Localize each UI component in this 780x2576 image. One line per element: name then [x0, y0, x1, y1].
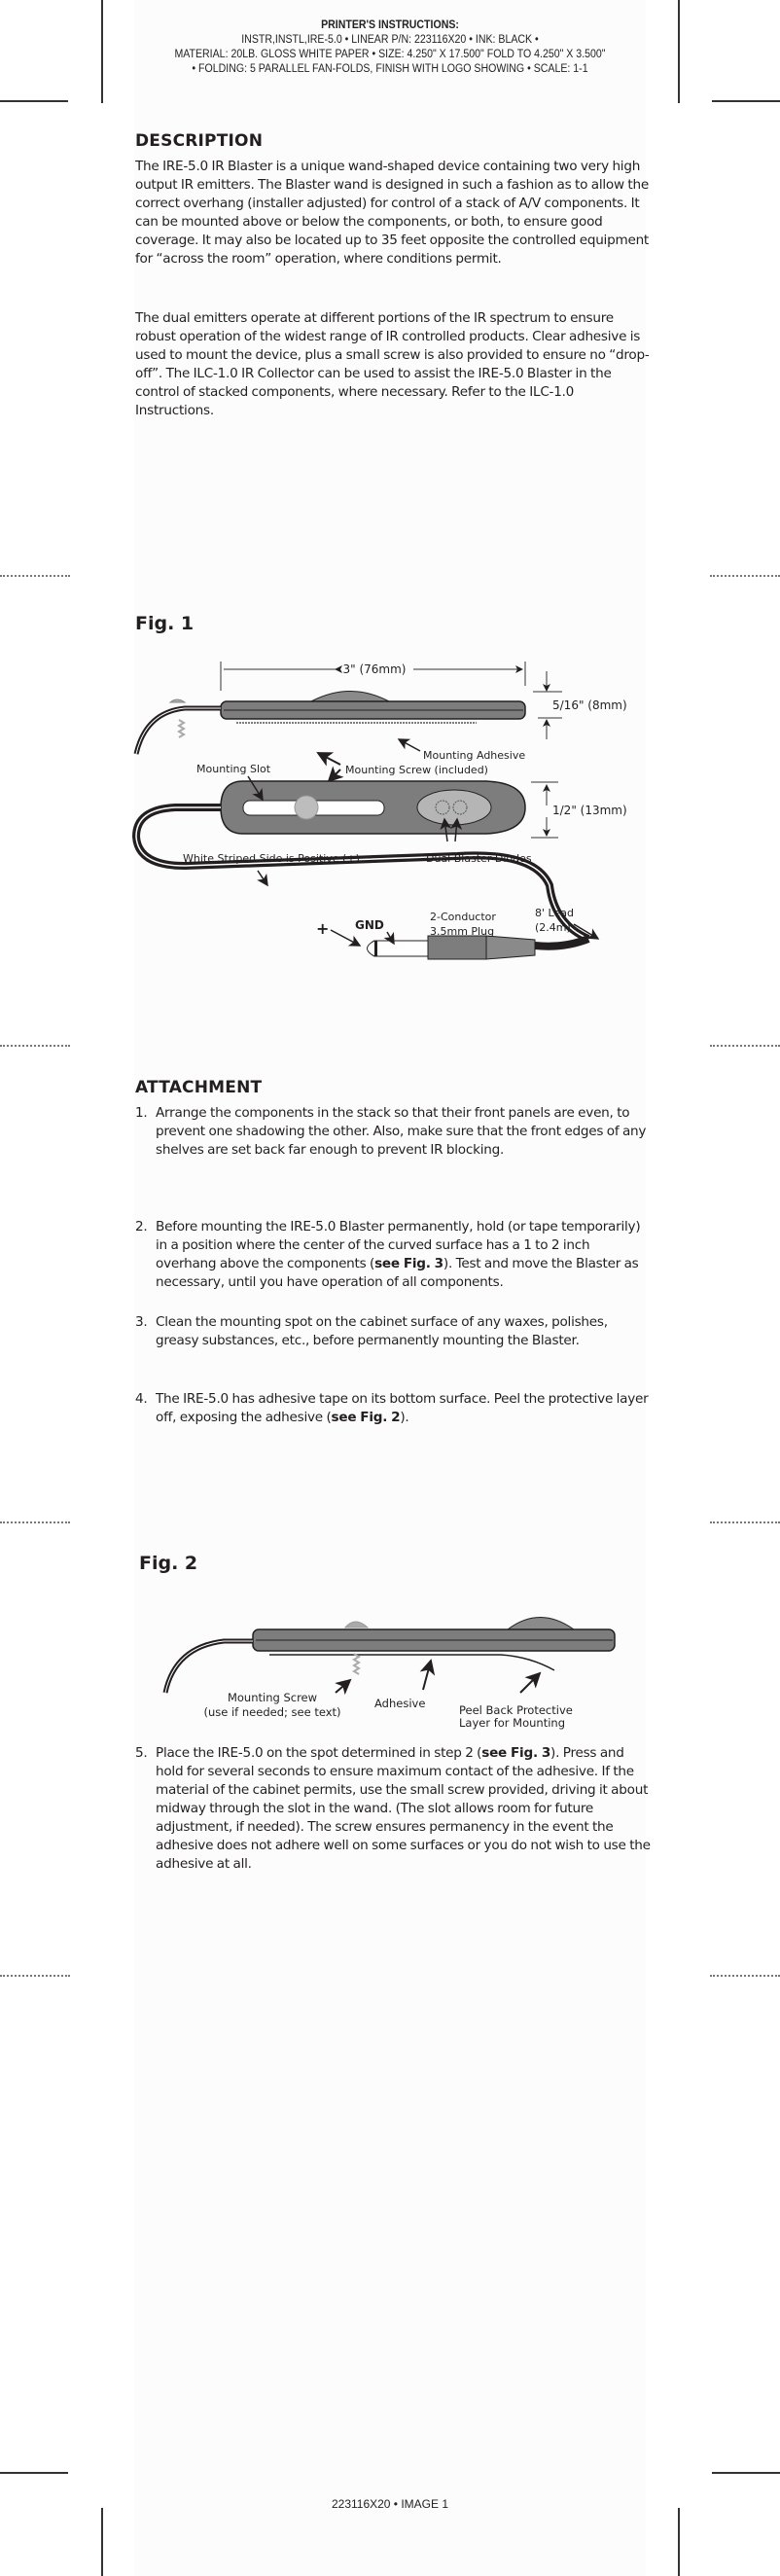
- step-text: Before mounting the IRE-5.0 Blaster permanently, hold (or tape temporarily) in a position where the center of the curved surface has a 1 to 2 inch overhang above the components (: [156, 1219, 641, 1271]
- step-text: ).: [400, 1410, 409, 1425]
- fig1-width-label: 1/2" (13mm): [552, 804, 627, 817]
- fold-mark-right-4: [710, 1975, 780, 1977]
- attachment-step-4: [135, 1390, 651, 1427]
- attachment-step-1: [135, 1104, 651, 1160]
- attachment-step-2: [135, 1218, 651, 1292]
- step-text: ). Test and move the Blaster as necessary, until you have operation of all components.: [156, 1256, 639, 1290]
- printer-instructions-line: INSTR,INSTL,IRE-5.0 • LINEAR P/N: 223116X20 • INK: BLACK •: [241, 34, 539, 46]
- fig1-mounting-slot-label: Mounting Slot: [196, 763, 271, 775]
- description-paragraph: The IRE-5.0 IR Blaster is a unique wand-shaped device containing two very high output IR emitters. The Blaster wand is designed in such a fashion as to allow the correct overhang (installer adjusted) for control of a stack of A/V components. It can be mounted above or below the components, or both, to ensure good coverage. It may also be located up to 35 feet opposite the controlled equipment for “across the room” operation, where conditions permit.: [135, 159, 650, 267]
- description-heading: DESCRIPTION: [135, 131, 264, 151]
- step-text: Arrange the components in the stack so that their front panels are even, to prevent one shadowing the other. Also, make sure that the front edges of any shelves are set back far enough to prevent IR blocking.: [156, 1105, 647, 1158]
- fold-mark-left-1: [0, 575, 70, 577]
- fig2-peel-label: Peel Back Protective: [459, 1703, 573, 1717]
- fig2-adhesive-label: Adhesive: [374, 1697, 426, 1710]
- fig1-plug-label: 3.5mm Plug: [430, 925, 495, 938]
- fold-mark-right-2: [710, 1045, 780, 1047]
- fig-reference-link: see Fig. 3: [374, 1256, 443, 1271]
- step-number: 5.: [135, 1745, 148, 1761]
- fig1-plus-label: +: [316, 919, 330, 938]
- step-text: ). Press and hold for several seconds to ensure maximum contact of the adhesive. If the material of the cabinet permits, use the small screw provided, driving it about midway through the slot in the wand. (The slot allows room for future adjustment, if needed). The screw ensures permanency in the event the adhesive does not adhere well on some surfaces or you do not wish to use the adhesive at all.: [156, 1745, 651, 1872]
- fig1-white-stripe-label: White Striped Side is Positive (+): [183, 852, 360, 865]
- description-paragraph: The dual emitters operate at different portions of the IR spectrum to ensure robust operation of the widest range of IR controlled products. Clear adhesive is used to mount the device, plus a small screw is also provided to ensure no “drop-off”. The ILC-1.0 IR Collector can be used to assist the IRE-5.0 Blaster in the control of stacked components, where necessary. Refer to the ILC-1.0 Instructions.: [135, 310, 650, 418]
- attachment-step-5: [135, 1744, 651, 1874]
- fig1-lead-label: (2.4m): [535, 921, 571, 934]
- footer-part-number: 223116X20 • IMAGE 1: [331, 2497, 449, 2511]
- fig1-dual-diodes-label: Dual Blaster Diodes: [426, 852, 532, 865]
- fig2-title: Fig. 2: [139, 1553, 198, 1574]
- trim-mark-left-top: [0, 100, 68, 102]
- step-number: 3.: [135, 1314, 148, 1330]
- fig1-diagram: [126, 662, 652, 983]
- printer-instructions-line: MATERIAL: 20LB. GLOSS WHITE PAPER • SIZE: 4.250" X 17.500" FOLD TO 4.250" X 3.500": [174, 49, 606, 60]
- step-number: 4.: [135, 1391, 148, 1407]
- fig2-peel-label-line2: Layer for Mounting: [459, 1716, 566, 1730]
- fig2-diagram: [146, 1600, 632, 1727]
- trim-mark-right-top: [712, 100, 780, 102]
- trim-mark-bottom-right: [678, 2508, 680, 2576]
- fig1-plug-label: 2-Conductor: [430, 911, 496, 923]
- fig1-mounting-screw-label: Mounting Screw (included): [345, 764, 488, 776]
- fig1-mounting-adhesive-label: Mounting Adhesive: [423, 749, 526, 762]
- trim-mark-bottom-left: [101, 2508, 103, 2576]
- fig1-thickness-label: 5/16" (8mm): [552, 698, 627, 712]
- fold-mark-left-4: [0, 1975, 70, 1977]
- trim-mark-right-bottom: [712, 2472, 780, 2474]
- fig2-screw-label: (use if needed; see text): [203, 1705, 341, 1719]
- printer-instructions-title: PRINTER'S INSTRUCTIONS:: [321, 19, 459, 31]
- step-text: The IRE-5.0 has adhesive tape on its bottom surface. Peel the protective layer off, exposing the adhesive (: [156, 1391, 649, 1425]
- fig1-length-label: 3" (76mm): [342, 662, 407, 676]
- printer-instructions: [31, 18, 749, 77]
- step-number: 2.: [135, 1219, 148, 1234]
- fold-mark-left-3: [0, 1521, 70, 1523]
- fig1-lead-label: 8' Lead: [535, 907, 574, 919]
- fig-reference-link: see Fig. 2: [331, 1410, 401, 1425]
- printer-instructions-line: • FOLDING: 5 PARALLEL FAN-FOLDS, FINISH WITH LOGO SHOWING • SCALE: 1-1: [192, 63, 588, 75]
- attachment-step-3: [135, 1313, 651, 1350]
- attachment-heading: ATTACHMENT: [135, 1078, 263, 1097]
- step-text: Place the IRE-5.0 on the spot determined in step 2 (: [156, 1745, 482, 1761]
- fold-mark-left-2: [0, 1045, 70, 1047]
- fig1-gnd-label: GND: [355, 918, 384, 932]
- fold-mark-right-1: [710, 575, 780, 577]
- fig2-screw-label: Mounting Screw: [227, 1691, 318, 1704]
- fig-reference-link: see Fig. 3: [481, 1745, 551, 1761]
- step-text: Clean the mounting spot on the cabinet surface of any waxes, polishes, greasy substances, etc., before permanently mounting the Blaster.: [156, 1314, 608, 1348]
- fig1-title: Fig. 1: [135, 613, 195, 634]
- fold-mark-right-3: [710, 1521, 780, 1523]
- step-number: 1.: [135, 1105, 148, 1121]
- trim-mark-left-bottom: [0, 2472, 68, 2474]
